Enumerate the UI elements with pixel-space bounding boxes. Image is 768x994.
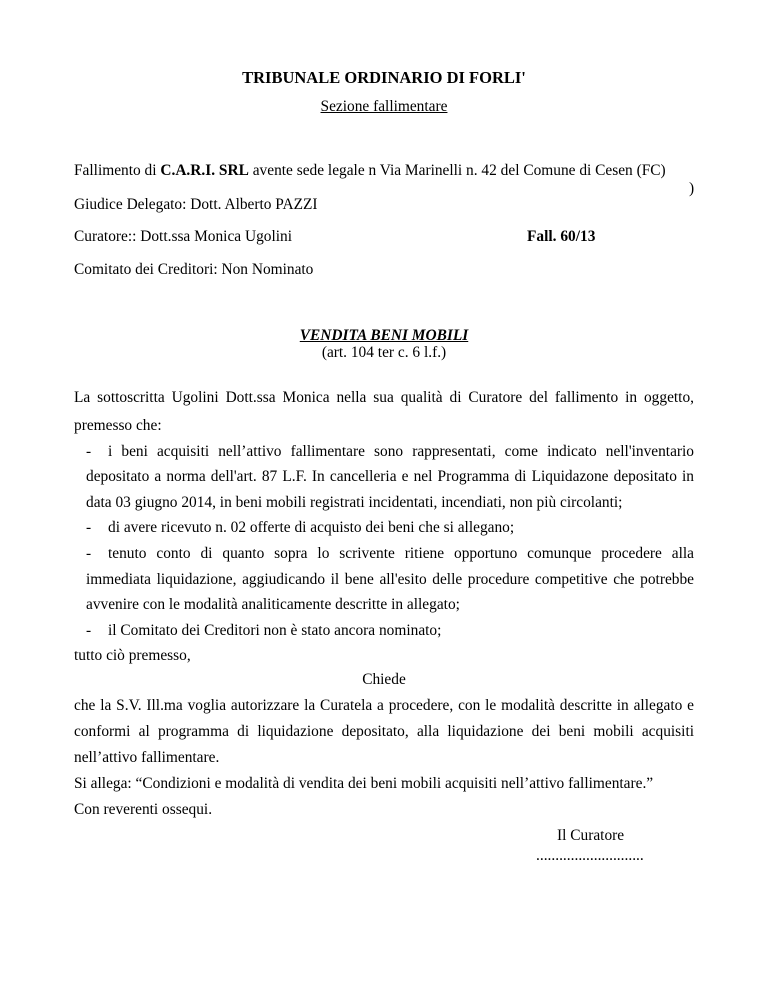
bullet-dash: - (86, 622, 92, 639)
bullet-1-line-2: depositato a norma dell'art. 87 L.F. In cancelleria e nel Programma di Liquidazone depositato in (86, 468, 694, 485)
company-name: C.A.R.I. SRL (160, 162, 249, 179)
case-number: Fall. 60/13 (527, 228, 596, 245)
chiede-heading: Chiede (362, 671, 406, 688)
bullet-4-text: il Comitato dei Creditori non è stato ancora nominato; (108, 622, 442, 639)
bullet-4 (86, 622, 441, 640)
bullet-dash: - (86, 519, 92, 536)
bullet-2-text: di avere ricevuto n. 02 offerte di acquisto dei beni che si allegano; (108, 519, 515, 536)
case-prefix: Fallimento di (74, 162, 161, 179)
judge-line: Giudice Delegato: Dott. Alberto PAZZI (74, 196, 318, 213)
subject-title: VENDITA BENI MOBILI (299, 327, 469, 344)
section-title: Sezione fallimentare (320, 98, 448, 115)
premesso-line: tutto ciò premesso, (74, 647, 191, 664)
case-line (74, 162, 666, 180)
bullet-1 (86, 443, 694, 461)
bullet-1-line-1: i beni acquisiti nell’attivo fallimentare sono rappresentati, come indicato nell'inventario (108, 443, 694, 460)
bullet-dash: - (86, 443, 92, 460)
subject-reference: (art. 104 ter c. 6 l.f.) (321, 344, 447, 361)
bullet-3 (86, 545, 694, 563)
request-line-1: che la S.V. Ill.ma voglia autorizzare la Curatela a procedere, con le modalità descritte in allegato e (74, 697, 694, 714)
bullet-2 (86, 519, 514, 537)
bullet-3-line-1: tenuto conto di quanto sopra lo scrivente ritiene opportuno comunque procedere alla (108, 545, 694, 562)
bullet-3-line-2: immediata liquidazione, aggiudicando il bene all'esito delle procedure competitive che potrebbe (86, 571, 694, 588)
bullet-1-line-3: data 03 giugno 2014, in beni mobili registrati incidentati, incendiati, non più circolanti; (86, 494, 623, 511)
signature-line: ............................ (536, 847, 644, 864)
bullet-dash: - (86, 545, 92, 562)
signature-role: Il Curatore (557, 827, 625, 844)
bullet-3-line-3: avvenire con le modalità analiticamente descritte in allegato; (86, 596, 460, 613)
intro-line-1: La sottoscritta Ugolini Dott.ssa Monica nella sua qualità di Curatore del fallimento in oggetto, (74, 389, 694, 406)
intro-line-2: premesso che: (74, 417, 162, 434)
case-suffix: avente sede legale n Via Marinelli n. 42 del Comune di Cesen (FC) (248, 162, 666, 179)
committee-line: Comitato dei Creditori: Non Nominato (74, 261, 314, 278)
closing-line: Con reverenti ossequi. (74, 801, 213, 818)
curator-line: Curatore:: Dott.ssa Monica Ugolini (74, 228, 293, 245)
request-line-2: conformi al programma di liquidazione depositato, alla liquidazione dei beni mobili acquisiti (74, 723, 694, 740)
request-line-3: nell’attivo fallimentare. (74, 749, 220, 766)
court-title: TRIBUNALE ORDINARIO DI FORLI' (242, 68, 526, 87)
stray-paren: ) (689, 180, 695, 197)
attachment-line: Si allega: “Condizioni e modalità di vendita dei beni mobili acquisiti nell’attivo fallimentare.” (74, 775, 654, 792)
